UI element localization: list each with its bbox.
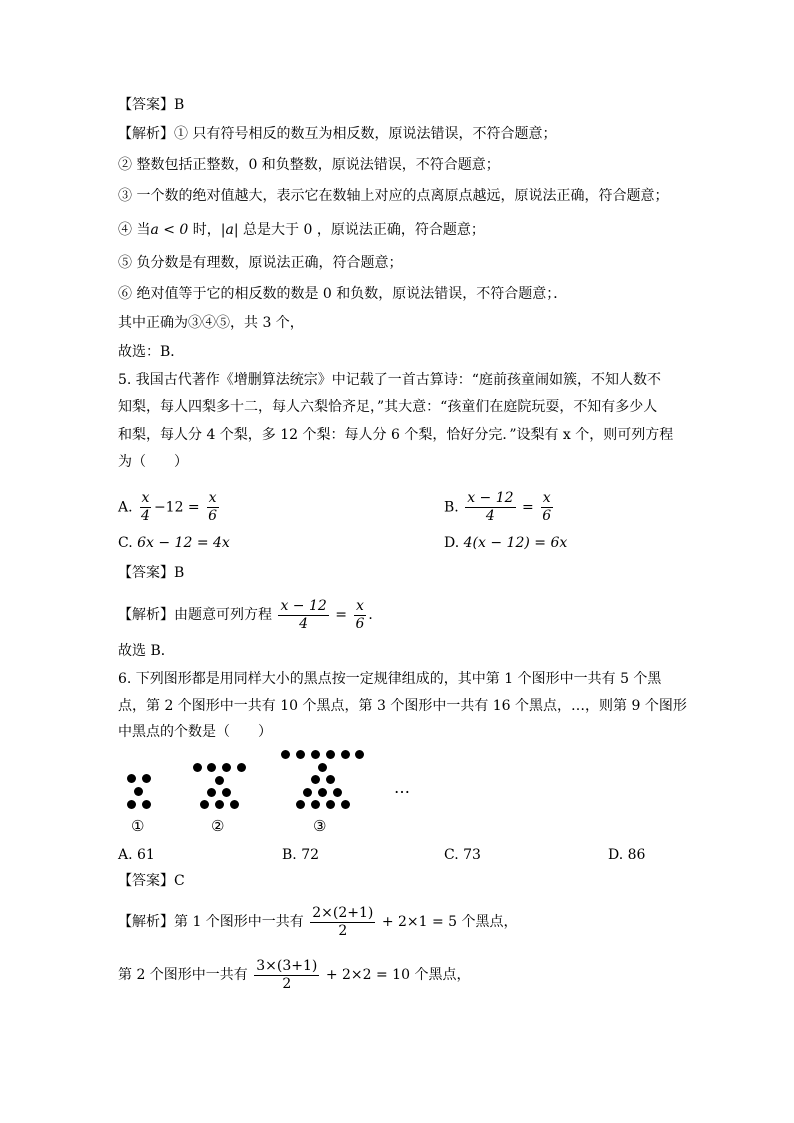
analysis-label: 【解析】	[118, 607, 174, 623]
line4-abs: |a|	[220, 222, 239, 238]
figure-label-2: ②	[211, 817, 225, 835]
fraction	[139, 490, 152, 525]
answer-label: 【答案】	[118, 873, 174, 889]
dot	[142, 800, 151, 809]
dot	[215, 800, 224, 809]
fraction	[310, 905, 375, 940]
dot	[326, 800, 335, 809]
option-letter: C.	[118, 535, 133, 551]
q6-option-c: C. 73	[444, 847, 481, 863]
fraction	[353, 598, 366, 633]
dot	[207, 763, 216, 772]
q6-analysis-line-1	[118, 902, 518, 942]
analysis-label: 【解析】	[118, 914, 174, 930]
answer-value: C	[174, 873, 185, 889]
q6-stem-3: 中黑点的个数是（ ）	[118, 724, 272, 740]
dot	[311, 750, 320, 759]
analysis-text: 第 1 个图形中一共有	[174, 914, 304, 930]
dot	[326, 750, 335, 759]
q5-stem-4: 为（ ）	[118, 454, 188, 470]
q4-analysis-line-2: ② 整数包括正整数，0 和负整数，原说法错误，不符合题意；	[118, 157, 500, 173]
dot	[326, 775, 335, 784]
numerator: 2×(2+1)	[312, 904, 374, 921]
dot	[127, 774, 136, 783]
dot	[222, 788, 231, 797]
analysis-tail: + 2×2 = 10 个黑点，	[325, 967, 471, 983]
dot	[207, 788, 216, 797]
dot	[311, 800, 320, 809]
dot	[142, 774, 151, 783]
dot	[200, 800, 209, 809]
option-letter: A.	[118, 499, 133, 516]
q5-conclusion: 故选 B．	[118, 643, 175, 659]
q4-analysis-line-7: 其中正确为③④⑤，共 3 个，	[118, 315, 304, 331]
dot	[281, 750, 290, 759]
analysis-label: 【解析】	[118, 126, 174, 142]
analysis-text: 第 2 个图形中一共有	[118, 967, 248, 983]
denominator: 6	[208, 508, 218, 524]
line4-prefix: ④ 当	[118, 222, 151, 238]
analysis-tail: + 2×1 = 5 个黑点，	[381, 914, 518, 930]
q6-answer	[118, 871, 185, 891]
dot	[134, 787, 143, 796]
q5-option-d	[444, 533, 567, 553]
dot	[193, 763, 202, 772]
answer-value: B	[174, 565, 185, 581]
dot	[311, 775, 320, 784]
numerator: x − 12	[467, 490, 514, 506]
answer-label: 【答案】	[118, 97, 174, 113]
denominator: 6	[355, 615, 365, 632]
dot	[237, 763, 246, 772]
dot	[333, 788, 342, 797]
fraction	[465, 490, 515, 525]
numerator: 3×(3+1)	[256, 957, 318, 974]
option-letter: B.	[444, 499, 459, 516]
q6-option-d: D. 86	[608, 847, 646, 863]
dot	[355, 750, 364, 759]
q4-analysis-line-1	[118, 124, 556, 144]
numerator: x	[208, 490, 217, 506]
dot	[127, 800, 136, 809]
option-mid: =	[522, 499, 534, 516]
q5-stem-2: 知梨，每人四梨多十二，每人六梨恰齐足，”其大意：“孩童们在庭院玩耍，不知有多少人	[118, 399, 658, 415]
option-letter: D.	[444, 535, 460, 551]
numerator: x	[141, 490, 150, 506]
analysis-eq: =	[335, 607, 347, 623]
option-expr: 4(x − 12) = 6x	[463, 535, 568, 551]
line4-condition: a < 0	[150, 222, 189, 238]
dot	[341, 750, 350, 759]
fraction	[254, 958, 319, 993]
dot	[222, 763, 231, 772]
answer-label: 【答案】	[118, 565, 174, 581]
q6-stem-1: 6. 下列图形都是用同样大小的黑点按一定规律组成的，其中第 1 个图形中一共有 5 个黑	[118, 671, 662, 687]
dot	[318, 788, 327, 797]
dot	[303, 788, 312, 797]
dot	[230, 800, 239, 809]
line4-tail: 总是大于 0 ，原说法正确，符合题意；	[238, 222, 485, 238]
q6-analysis-line-2	[118, 955, 470, 995]
q5-stem-3: 和梨，每人分 4 个梨，多 12 个梨：每人分 6 个梨，恰好分完．”设梨有 x 个，则可列方程	[118, 427, 674, 443]
fraction	[278, 598, 328, 633]
q5-answer	[118, 563, 184, 583]
q4-analysis-line-4	[118, 220, 485, 240]
dot	[296, 750, 305, 759]
denominator: 4	[299, 615, 309, 632]
numerator: x	[355, 597, 364, 614]
analysis-text: ① 只有符号相反的数互为相反数，原说法错误，不符合题意；	[174, 126, 557, 142]
dot	[296, 800, 305, 809]
dot	[318, 763, 327, 772]
denominator: 4	[485, 508, 495, 524]
denominator: 6	[542, 508, 552, 524]
analysis-text: 由题意可列方程	[174, 607, 272, 623]
q6-option-a: A. 61	[118, 847, 155, 863]
q4-conclusion: 故选：B．	[118, 344, 185, 360]
fraction	[540, 490, 553, 525]
denominator: 2	[282, 975, 292, 992]
denominator: 4	[141, 508, 150, 524]
q4-analysis-line-5: ⑤ 负分数是有理数，原说法正确，符合题意；	[118, 255, 403, 271]
q5-option-b	[444, 490, 555, 525]
option-mid: −12 =	[153, 499, 200, 516]
q4-answer	[118, 95, 184, 115]
line4-mid: 时，	[188, 222, 221, 238]
option-expr: 6x − 12 = 4x	[137, 535, 230, 551]
numerator: x	[542, 490, 551, 506]
q6-stem-2: 点，第 2 个图形中一共有 10 个黑点，第 3 个图形中一共有 16 个黑点，…，则第 9 个图形	[118, 698, 687, 714]
q5-stem-1: 5. 我国古代著作《增删算法统宗》中记载了一首古算诗：“庭前孩童闹如簇，不知人数不	[118, 372, 661, 388]
ellipsis: …	[394, 778, 410, 797]
q4-analysis-line-6: ⑥ 绝对值等于它的相反数的数是 0 和负数，原说法错误，不符合题意；．	[118, 286, 568, 302]
q5-option-c	[118, 533, 230, 553]
q4-analysis-line-3: ③ 一个数的绝对值越大，表示它在数轴上对应的点离原点越远，原说法正确，符合题意；	[118, 188, 669, 204]
analysis-end: ．	[368, 607, 383, 623]
fraction	[206, 490, 219, 525]
dot	[215, 776, 224, 785]
q5-analysis	[118, 595, 382, 635]
q5-option-a	[118, 490, 221, 525]
denominator: 2	[338, 922, 348, 939]
q6-option-b: B. 72	[282, 847, 320, 863]
figure-label-1: ①	[131, 817, 145, 835]
dot	[341, 800, 350, 809]
figure-label-3: ③	[313, 817, 327, 835]
answer-value: B	[174, 97, 185, 113]
numerator: x − 12	[280, 597, 327, 614]
